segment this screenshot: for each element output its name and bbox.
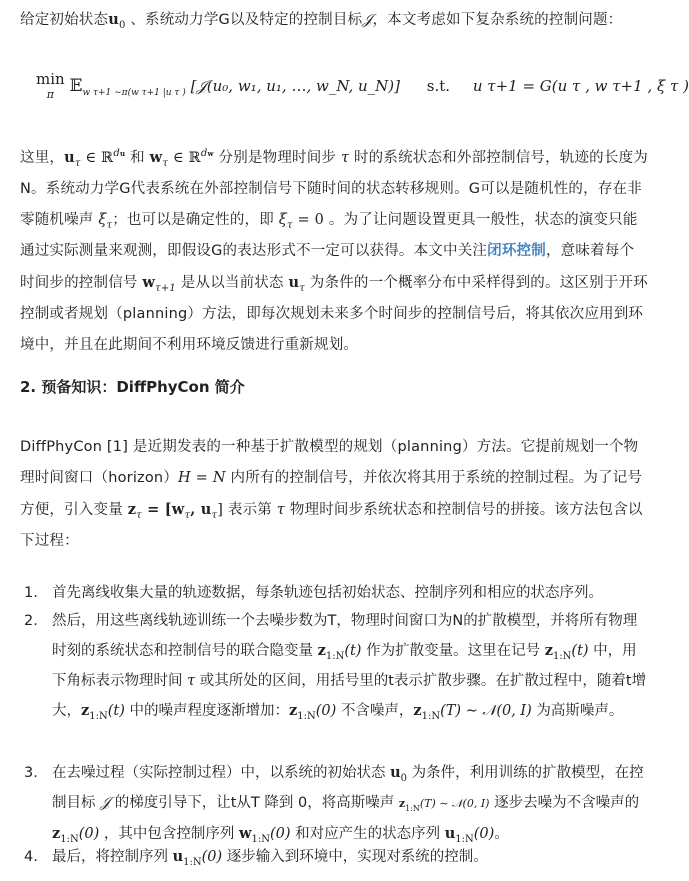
math: = 0 xyxy=(292,212,325,228)
math-sub: 1:N xyxy=(297,710,316,722)
intro-text: 给定初始状态 xyxy=(20,12,109,28)
section-heading: 2. 预备知识：DiffPhyCon 简介 xyxy=(20,378,245,396)
math-u0: u xyxy=(108,11,119,28)
list-number: 4. xyxy=(24,849,38,865)
math-sub: 1:N xyxy=(89,710,108,722)
math-sub: 1:N xyxy=(325,650,345,662)
math-z: z xyxy=(288,702,298,719)
math-z: z xyxy=(81,702,90,719)
math-sup: u xyxy=(120,149,126,159)
text: 和 xyxy=(125,150,150,166)
math-objective-j: 𝒥 xyxy=(362,12,373,28)
text: ，意味着每个时间步的控制信号 xyxy=(20,243,635,291)
list-text xyxy=(52,758,650,849)
text: ；也可以是确定性的，即 xyxy=(112,212,279,228)
math: (t) xyxy=(571,643,589,659)
text: 逐步输入到环境中，实现对系统的控制。 xyxy=(222,849,488,865)
text: 。为了让问题设置更具一般性，状态的演变只能通过实际测量来观测，即假设G的表达形式不一定可以获得。本文中关注 xyxy=(20,212,638,259)
text: 或其所处的区间，用括号里的t表示扩散步骤。在扩散过程中，随着t增大， xyxy=(52,673,647,719)
math-w: w xyxy=(238,825,252,842)
intro-text: ，本文考虑如下复杂系统的控制问题： xyxy=(372,12,623,28)
list-number: 1. xyxy=(24,585,38,601)
math-z: z xyxy=(413,702,422,719)
math: (T) ∼ 𝒩(0, I) xyxy=(419,797,490,810)
text: 为高斯噪声。 xyxy=(531,703,624,719)
text: 的梯度引导下，让t从T 降到 0，将高斯噪声 xyxy=(110,795,399,811)
math-sub: 1:N xyxy=(251,833,270,845)
text: 在去噪过程（实际控制过程）中，以系统的初始状态 xyxy=(52,765,391,781)
math-z: z xyxy=(317,642,326,659)
math-sub: 1:N xyxy=(60,833,79,845)
math: (0) xyxy=(78,826,100,842)
text: 这里， xyxy=(20,150,65,166)
math-sub: τ xyxy=(299,282,305,294)
math-sub: τ xyxy=(162,157,169,169)
math-sub: τ xyxy=(184,509,191,521)
math-sup: d xyxy=(200,148,208,160)
math-tau: τ xyxy=(187,673,196,689)
math: (0) xyxy=(473,826,495,842)
eq-min-sub: π xyxy=(46,88,54,101)
math-objective-j: 𝒥 xyxy=(100,795,111,811)
math-sub: τ xyxy=(211,509,218,521)
math-u: u xyxy=(444,825,456,842)
math-sub: 1:N xyxy=(455,833,474,845)
text: 。 xyxy=(494,826,509,842)
text: 时的系统状态和外部控制信号，轨迹的长度为N。系统动力学G代表系统在外部控制信号下随时间的状态转移规则。G可以是随机性的，存在非零随机噪声 xyxy=(20,150,648,228)
eq-expectation-sub: w τ+1 ∼π(w τ+1 |u τ ) xyxy=(82,88,186,98)
math-sub: τ xyxy=(136,509,142,521)
text: 物理时间步系统状态和控制信号的拼接。该方法包含以下过程： xyxy=(20,502,643,549)
list-text xyxy=(52,606,650,726)
eq-objective: [𝒥(u₀, w₁, u₁, …, w_N, u_N)] xyxy=(190,77,401,95)
eq-constraint: u τ+1 = G(u τ , w τ+1 , ξ τ ) xyxy=(472,77,689,95)
list-number: 3. xyxy=(24,765,38,781)
math: (t) xyxy=(344,643,362,659)
math-sup: d xyxy=(113,148,121,160)
math: (T) ∼ 𝒩(0, I) xyxy=(440,703,532,719)
intro-paragraph xyxy=(20,4,648,36)
text: 和对应产生的状态序列 xyxy=(290,826,445,842)
text: 为条件的一个概率分布中采样得到的。这区别于开环控制或者规划（planning）方法，即每次规划未来多个时间步的控制信号后，将其依次应用到环境中，并且在此期间不利用环境反馈进行重新规划。 xyxy=(20,275,648,353)
intro-text: 、系统动力学G以及特定的控制目标 xyxy=(130,12,363,28)
math: = [w xyxy=(141,501,185,518)
list-text xyxy=(52,842,650,872)
math-z: z xyxy=(52,825,61,842)
math: (0) xyxy=(315,703,337,719)
math-u: u xyxy=(172,848,184,865)
text: 内所有的控制信号，并依次将其用于系统的控制过程。为了记号方便，引入变量 xyxy=(20,470,643,518)
list-text: 首先离线收集大量的轨迹数据，每条轨迹包括初始状态、控制序列和相应的状态序列。 xyxy=(52,585,603,601)
paragraph-definitions xyxy=(20,142,648,361)
text: 为条件，利用训练的扩散模型，在控制目标 xyxy=(52,765,644,811)
eq-min: min xyxy=(36,70,65,88)
closed-loop-control-link[interactable]: 闭环控制 xyxy=(487,243,546,259)
text: 中，用下角标表示物理时间 xyxy=(52,643,637,689)
math: , u xyxy=(190,501,212,518)
math-u: u xyxy=(64,149,75,166)
math: (0) xyxy=(201,849,223,865)
math-z: z xyxy=(127,501,137,518)
text: 是从以当前状态 xyxy=(175,275,289,291)
eq-expectation: 𝔼 xyxy=(69,76,83,96)
control-problem-equation xyxy=(36,70,689,102)
math-u: u xyxy=(390,764,401,781)
text: 然后，用这些离线轨迹训练一个去噪步数为T，物理时间窗口为N的扩散模型，并将所有物理时刻的系统状态和控制信号的联合隐变量 xyxy=(52,613,638,659)
math: ∈ ℝ xyxy=(168,150,201,166)
math-sub: τ xyxy=(286,219,293,231)
math-sub: 1:N xyxy=(552,650,572,662)
text: 逐步去噪为不含噪声的 xyxy=(489,795,640,811)
math-xi: ξ xyxy=(278,212,287,228)
text: 中的噪声程度逐渐增加： xyxy=(124,703,289,719)
text: 作为扩散变量。这里在记号 xyxy=(361,643,545,659)
math-w: w xyxy=(142,274,156,291)
text: 分别是物理时间步 xyxy=(213,150,341,166)
math-w: w xyxy=(149,149,163,166)
math-z: z xyxy=(398,797,406,810)
math-sub: τ xyxy=(74,157,81,169)
math-xi: ξ xyxy=(98,212,107,228)
text: 表示第 xyxy=(223,502,277,518)
text: ，其中包含控制序列 xyxy=(99,826,239,842)
math: (0) xyxy=(269,826,291,842)
math-sub: 0 xyxy=(400,772,408,784)
list-number: 2. xyxy=(24,613,38,629)
math-sup: w xyxy=(207,149,214,159)
math: ] xyxy=(217,502,224,518)
math-sub: τ+1 xyxy=(155,282,176,294)
eq-subject-to: s.t. xyxy=(426,77,451,95)
math-tau: τ xyxy=(276,502,286,518)
math-sub: 1:N xyxy=(405,803,420,813)
math-z: z xyxy=(544,642,553,659)
math-sub: 1:N xyxy=(183,856,202,868)
text: DiffPhyCon [1] 是近期发表的一种基于扩散模型的规划（planning）方法。它提前规划一个物理时间窗口（horizon） xyxy=(20,439,639,486)
math: (t) xyxy=(107,703,125,719)
math-horizon: H = N xyxy=(178,470,226,486)
math-u: u xyxy=(288,274,300,291)
paragraph-diffphycon xyxy=(20,432,648,557)
math-sub: 1:N xyxy=(421,710,441,722)
text: 最后，将控制序列 xyxy=(52,849,173,865)
math-u0-sub: 0 xyxy=(118,19,126,31)
math-sub: τ xyxy=(106,219,113,231)
text: 不含噪声， xyxy=(336,703,414,719)
math: ∈ ℝ xyxy=(80,150,114,166)
math-tau: τ xyxy=(340,150,350,166)
